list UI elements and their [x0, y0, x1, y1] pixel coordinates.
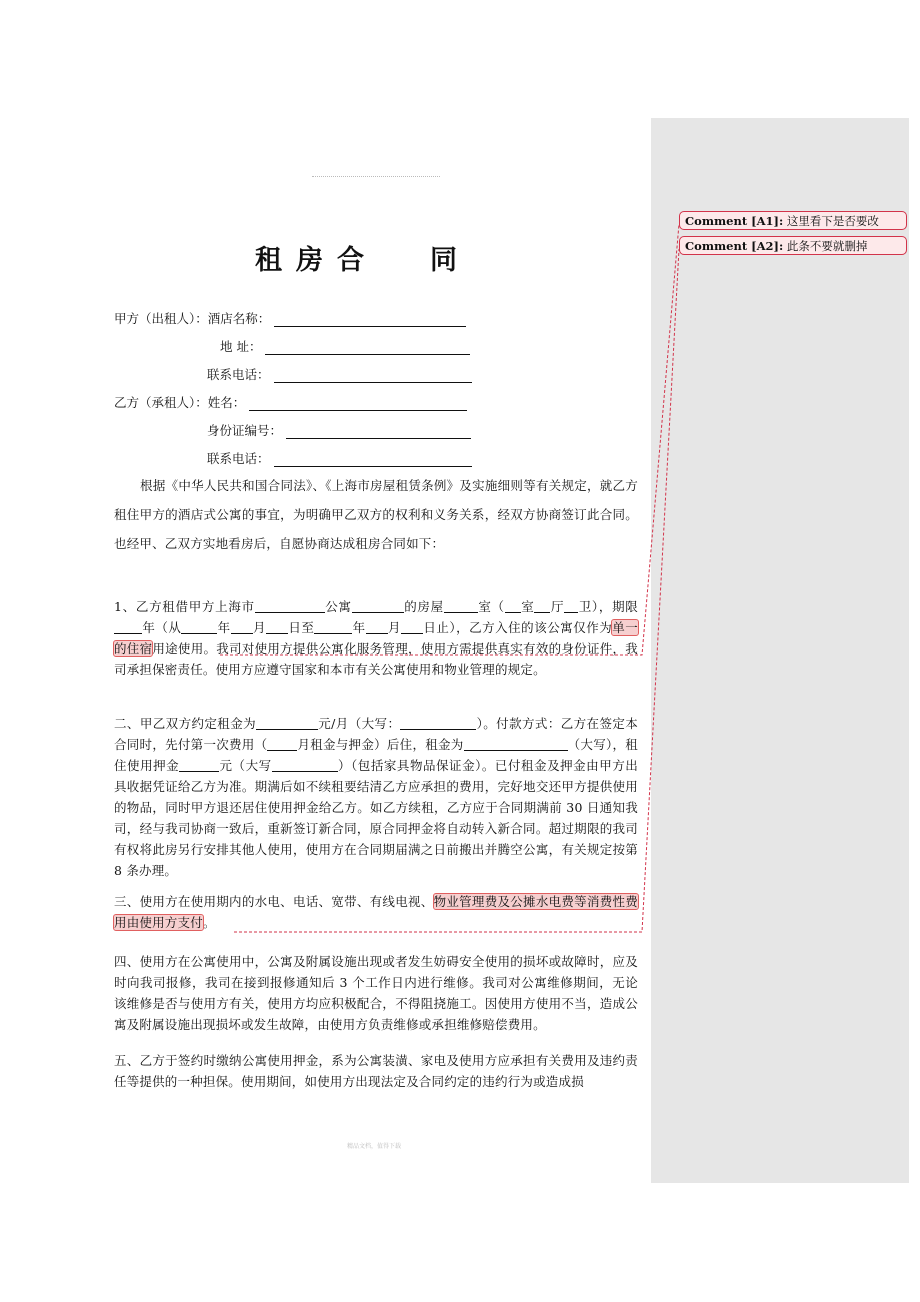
hotel-name-label: 酒店名称： — [207, 311, 271, 326]
intro-paragraph: 根据《中华人民共和国合同法》、《上海市房屋租赁条例》及实施细则等有关规定，就乙方租住甲方的酒店式公寓的事宜，为明确甲乙双方的权利和义务关系，经双方协商签订此合同。也经甲、乙双方实地看房后，自愿协商达成租房合同如下： — [114, 478, 638, 551]
address-label: 地 址： — [220, 339, 262, 354]
address-field[interactable] — [265, 340, 470, 355]
comment-a1-text: 这里看下是否要改 — [786, 214, 879, 228]
footer-watermark: 精品文档，值得下载 — [347, 1143, 402, 1150]
name-label: 姓名： — [207, 395, 246, 410]
name-field[interactable] — [249, 396, 467, 411]
party-a-phone-label: 联系电话： — [207, 367, 270, 382]
title-right: 同 — [430, 245, 471, 276]
clause-5: 五、乙方于签约时缴纳公寓使用押金，系为公寓装潢、家电及使用方应承担有关费用及违约责任等提供的一种担保。使用期间，如使用方出现法定及合同约定的违约行为或造成损 — [114, 1053, 638, 1089]
party-a-address-row — [220, 338, 470, 356]
title-left: 租房合 — [255, 245, 378, 276]
comment-a1[interactable] — [679, 211, 907, 230]
party-b-phone-row — [207, 450, 472, 468]
party-a-label: 甲方（出租人）： — [114, 311, 208, 326]
comment-a1-anchor[interactable]: 单一的住宿 — [114, 620, 638, 656]
comment-a1-ref: Comment [A1]: — [685, 214, 784, 228]
clause-3: 三、使用方在使用期内的水电、电话、宽带、有线电视、物业管理费及公摊水电费等消费性费用由使用方支付。 — [114, 894, 638, 930]
clause-4: 四、使用方在公寓使用中，公寓及附属设施出现或者发生妨碍安全使用的损坏或故障时，应及时向我司报修，我司在接到报修通知后 3 个工作日内进行维修。我司对公寓维修期间，无论该维修是否与使用方有关，使用方均应积极配合，不得阻挠施工。因使用方使用不当，造成公寓及附属设施出现损坏或发生故障，由使用方负责维修或承担维修赔偿费用。 — [114, 954, 638, 1032]
document-title — [255, 238, 515, 278]
comment-a2-text: 此条不要就删掉 — [786, 239, 868, 253]
comment-a2-ref: Comment [A2]: — [685, 239, 784, 253]
clause-2: 二、甲乙双方约定租金为 元/月（大写： ）。付款方式：乙方在签定本合同时，先付第一次费用（ 月租金与押金）后住，租金为 （大写），租住使用押金 元（大写 ）（包括家具物品保证金）。已付租金及押金由甲方出具收据凭证给乙方为准。期满后如不续租要结清乙方应承担的费用，完好地交还甲方提供使用的物品，同时甲方退还居住使用押金给乙方。如乙方续租，乙方应于合同期满前 30 日通知我司，经与我司协商一致后，重新签订新合同，原合同押金将自动转入新合同。超过期限的我司有权将此房另行安排其他人使用，使用方在合同期届满之日前搬出并腾空公寓，有关规定按第 8 条办理。 — [114, 716, 638, 878]
hotel-name-field[interactable] — [274, 312, 466, 327]
id-field[interactable] — [286, 424, 471, 439]
comment-margin-pane — [651, 118, 909, 1183]
party-b-phone-field[interactable] — [274, 452, 472, 467]
comment-a2[interactable] — [679, 236, 907, 255]
party-b-name-row — [114, 394, 467, 412]
clause-1: 1、乙方租借甲方上海市 公寓 的房屋 室（ 室 厅 卫），期限年（从 年 月 日至 年 月 日止），乙方入住的该公寓仅作为单一的住宿用途使用。我司对使用方提供公寓化服务管理，使用方需提供真实有效的身份证件，我司承担保密责任。使用方应遵守国家和本市有关公寓使用和物业管理的规定。 — [114, 599, 638, 677]
comment-a2-anchor[interactable]: 物业管理费及公摊水电费等消费性费用由使用方支付 — [114, 894, 638, 930]
party-b-phone-label: 联系电话： — [207, 451, 270, 466]
header-rule — [312, 176, 440, 177]
party-a-hotel-row — [114, 310, 466, 328]
party-b-id-row — [207, 422, 471, 440]
party-b-label: 乙方（承租人）： — [114, 395, 208, 410]
party-a-phone-row — [207, 366, 472, 384]
party-a-phone-field[interactable] — [274, 368, 472, 383]
id-label: 身份证编号： — [207, 423, 283, 438]
